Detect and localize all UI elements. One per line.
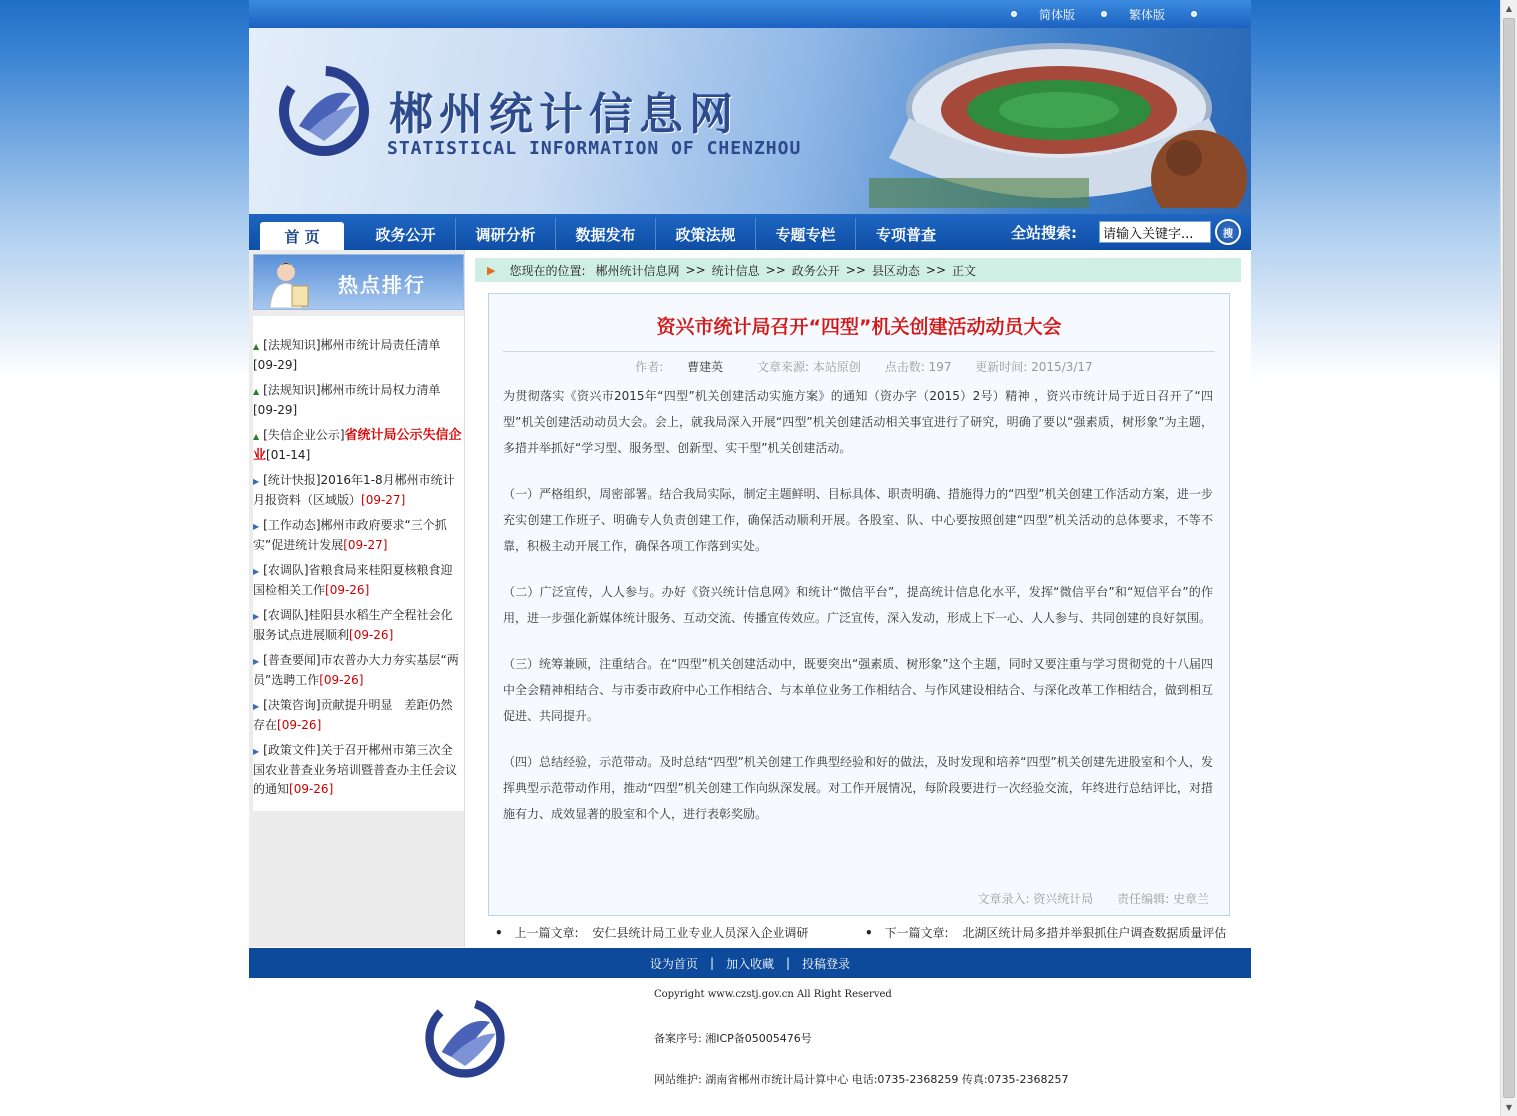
copyright: Copyright www.czstj.gov.cn All Right Reserved [654,989,892,1000]
breadcrumb: ▶ 您现在的位置: 郴州统计信息网 >> 统计信息 >> 政务公开 >> 县区动态 >> 正文 [475,258,1241,282]
breadcrumb-label: 您现在的位置: [509,263,586,278]
bullet-icon [1191,11,1197,17]
nav-data-release[interactable]: 数据发布 [556,218,656,250]
list-item[interactable]: ▶ [决策咨询]贡献提升明显 差距仍然存在[09-26] [253,698,453,732]
breadcrumb-item[interactable]: 县区动态 [871,263,920,278]
page-container [249,0,1251,1098]
traditional-link[interactable]: 繁体版 [1128,7,1165,22]
hot-ranking-header [253,254,464,310]
triangle-up-icon: ▲ [253,387,260,396]
scroll-thumb[interactable] [1503,18,1515,1098]
article-footer [957,890,1209,907]
triangle-right-icon: ▶ [253,477,260,486]
triangle-right-icon: ▶ [253,747,260,756]
person-icon [264,258,314,308]
article-paragraph: （二）广泛宣传，人人参与。办好《资兴统计信息网》和统计“微信平台”，提高统计信息化水平，发挥“微信平台”和“短信平台”的作用，进一步强化新媒体统计服务、互动交流、传播宣传效应。广泛宣传，深入发动，形成上下一心、人人参与、共同创建的良好氛围。 [503,585,1213,625]
article-entry: 文章录入: 资兴统计局 [977,892,1094,906]
article-editor: 责任编辑: 史章兰 [1117,892,1209,906]
article-source: 文章来源: 本站原创 [757,360,861,374]
search-label: 全站搜索: [1011,224,1077,242]
prev-next-nav [475,924,1241,941]
list-item[interactable]: ▲ [失信企业公示]省统计局公示失信企业[01-14] [253,428,462,463]
bullet-icon: • [865,926,873,940]
list-item[interactable]: ▶ [政策文件]关于召开郴州市第三次全国农业普查业务培训暨普查办主任会议的通知[09-26] [253,743,458,796]
triangle-right-icon: ▶ [253,612,260,621]
article [488,293,1230,916]
site-title: 郴州统计信息网 [389,89,739,140]
simplified-link[interactable]: 简体版 [1038,7,1075,22]
stadium-image [869,38,1249,208]
nav-policy[interactable]: 政策法规 [656,218,756,250]
article-paragraph: （一）严格组织，周密部署。结合我局实际，制定主题鲜明、目标具体、职责明确、措施得力的“四型”机关创建工作活动方案，进一步充实创建工作班子、明确专人负责创建工作，确保活动顺利开展。各股室、队、中心要按照创建“四型”机关活动的总体要求，不等不靠，积极主动开展工作，确保各项工作落到实处。 [503,487,1213,553]
page-scrollbar[interactable] [1500,0,1517,1116]
article-meta: 作者: 曹建英 文章来源: 本站原创 点击数: 197 更新时间: 2015/3/17 [635,360,1093,374]
article-paragraph: （四）总结经验，示范带动。及时总结“四型”机关创建工作典型经验和好的做法，及时发现和培养“四型”机关创建先进股室和个人，发挥典型示范带动作用，推动“四型”机关创建工作向纵深发展。对工作开展情况，每阶段要进行一次经验交流，年终进行总结评比，对措施有力、成效显著的股室和个人，进行表彰奖励。 [503,755,1213,821]
nav-special-topics[interactable]: 专题专栏 [756,218,856,250]
list-item[interactable]: ▲ [法规知识]郴州市统计局权力清单 [09-29] [253,383,441,417]
footer-logo-icon [421,996,509,1080]
list-item[interactable]: ▶ [农调队]省粮食局来桂阳夏核粮食迎国检相关工作[09-26] [253,563,453,597]
breadcrumb-item[interactable]: 统计信息 [711,263,760,278]
prev-article: • 上一篇文章: 安仁县统计局工业专业人员深入企业调研 [495,926,809,940]
footer-info [654,989,1069,1112]
footer-links: 设为首页 | 加入收藏 | 投稿登录 [249,948,1251,978]
search-button[interactable]: 搜 [1215,219,1241,245]
article-updated: 更新时间: 2015/3/17 [975,360,1093,374]
bullet-icon [1011,11,1017,17]
scroll-down-icon[interactable]: ▼ [1505,1103,1513,1112]
hot-ranking-title: 热点排行 [338,273,426,297]
site-logo-icon [279,66,369,156]
triangle-right-icon: ▶ [253,567,260,576]
next-article: • 下一篇文章: 北湖区统计局多措并举狠抓住户调查数据质量评估 [865,926,1227,940]
nav-government-affairs[interactable]: 政务公开 [356,218,456,250]
icp-number: 备案序号: 湘ICP备05005476号 [654,1032,812,1045]
bullet-icon [1101,11,1107,17]
site-subtitle: STATISTICAL INFORMATION OF CHENZHOU [387,138,802,159]
set-homepage-link[interactable]: 设为首页 [649,956,698,971]
list-item[interactable]: ▶ [普查要闻]市农普办大力夯实基层“两员”选聘工作[09-26] [253,653,459,687]
article-body [489,375,1229,827]
triangle-right-icon: ▶ [253,657,260,666]
nav-census[interactable]: 专项普查 [875,225,936,244]
main-content [475,258,1241,941]
breadcrumb-current: 正文 [952,263,977,278]
site-banner [249,28,1251,214]
article-title: 资兴市统计局召开“四型”机关创建活动动员大会 [656,316,1062,338]
prev-article-link[interactable]: 安仁县统计局工业专业人员深入企业调研 [592,926,809,940]
bullet-icon: • [495,926,503,940]
arrow-icon: ▶ [487,263,496,277]
hot-ranking-list [253,316,464,811]
list-item[interactable]: ▶ [农调队]桂阳县水稻生产全程社会化服务试点进展顺利[09-26] [253,608,453,642]
language-switch [1011,6,1197,23]
search-input[interactable] [1099,221,1211,243]
next-article-link[interactable]: 北湖区统计局多措并举狠抓住户调查数据质量评估 [962,926,1227,940]
article-paragraph: （三）统筹兼顾，注重结合。在“四型”机关创建活动中，既要突出“强素质、树形象”这个主题，同时又要注重与学习贯彻党的十八届四中全会精神相结合、与市委市政府中心工作相结合、与本单位业务工作相结合、与作风建设相结合、与深化改革工作相结合，做到相互促进、共同提升。 [503,657,1213,723]
divider [503,351,1215,352]
nav-research[interactable]: 调研分析 [456,218,556,250]
add-favorite-link[interactable]: 加入收藏 [725,956,774,971]
top-bar [249,0,1251,28]
article-paragraph: 为贯彻落实《资兴市2015年“四型”机关创建活动实施方案》的通知（资办字（2015）2号）精神 ，资兴市统计局于近日召开了“四型”机关创建活动动员大会。会上，就我局深入开展“四型”机关创建活动相关事宜进行了研究，明确了要以“强素质，树形象”为主题，多措并举抓好“学习型、服务型、创新型、实干型”机关创建活动。 [503,389,1213,455]
article-clicks: 点击数: 197 [884,360,952,374]
sidebar [249,250,465,947]
list-item[interactable]: ▶ [工作动态]郴州市政府要求“三个抓实”促进统计发展[09-27] [253,518,447,552]
list-item[interactable]: ▶ [统计快报]2016年1-8月郴州市统计月报资料（区域版）[09-27] [253,473,455,507]
breadcrumb-item[interactable]: 政务公开 [791,263,840,278]
triangle-up-icon: ▲ [253,342,260,351]
list-item[interactable]: ▲ [法规知识]郴州市统计局责任清单 [09-29] [253,338,441,372]
triangle-right-icon: ▶ [253,702,260,711]
triangle-right-icon: ▶ [253,522,260,531]
maintainer-info: 网站维护: 湖南省郴州市统计局计算中心 电话:0735-2368259 传真:0735-2368257 [654,1073,1069,1086]
breadcrumb-home[interactable]: 郴州统计信息网 [595,263,680,278]
triangle-up-icon: ▲ [253,432,260,441]
footer [249,978,1251,1098]
scroll-up-icon[interactable]: ▲ [1505,4,1513,13]
nav-home[interactable]: 首 页 [260,222,344,250]
article-author: 曹建英 [687,360,724,374]
main-nav [249,214,1251,250]
submit-login-link[interactable]: 投稿登录 [802,956,851,971]
